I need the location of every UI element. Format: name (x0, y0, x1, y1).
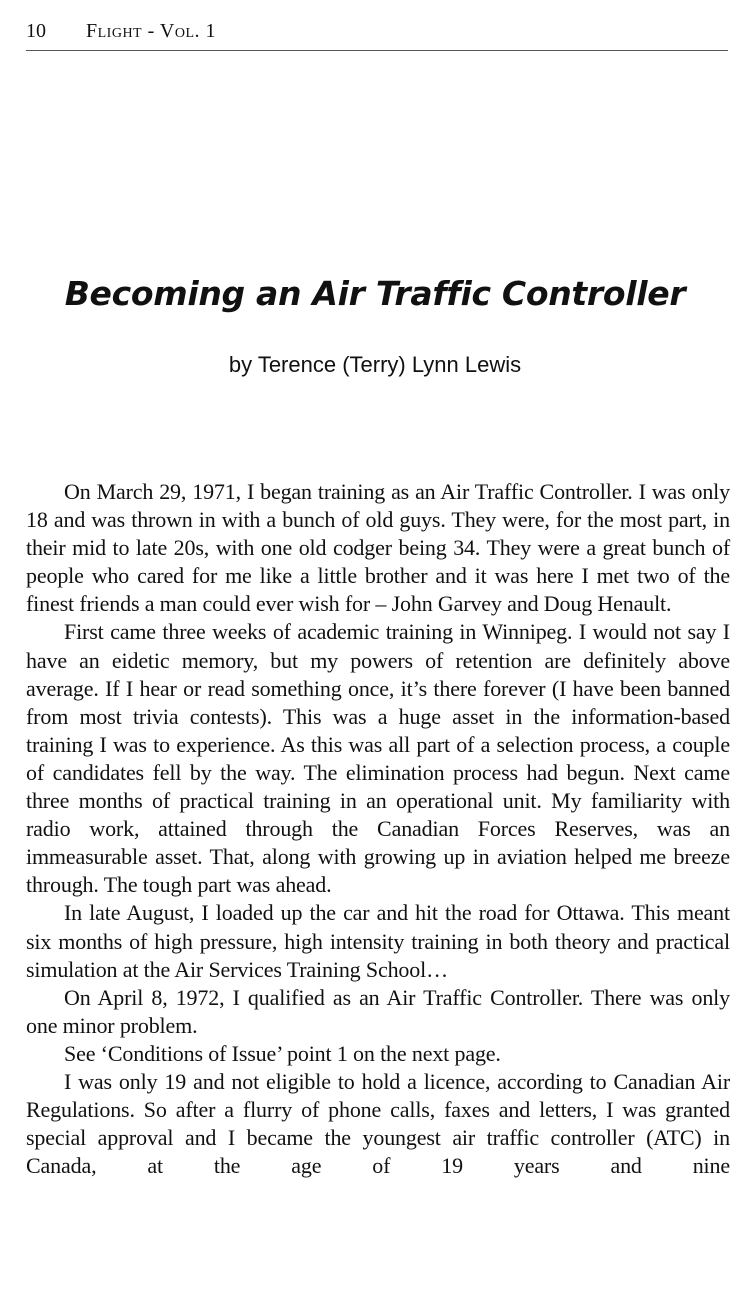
paragraph: I was only 19 and not eligible to hold a licence, according to Canadian Air Regulations. So after a flurry of phone calls, faxes and letters, I was granted special approval and I became the youngest air traffic controller (ATC) in Canada, at the age of 19 years and nine (26, 1068, 730, 1179)
paragraph: On April 8, 1972, I qualified as an Air Traffic Controller. There was only one minor problem. (26, 984, 730, 1038)
running-head (26, 20, 728, 51)
book-title: Flight - Vol. 1 (86, 20, 217, 42)
article-body (26, 478, 730, 1180)
article-title: Becoming an Air Traffic Controller (64, 274, 686, 313)
page-number: 10 (26, 20, 46, 42)
paragraph: See ‘Conditions of Issue’ point 1 on the next page. (64, 1040, 501, 1066)
paragraph: First came three weeks of academic training in Winnipeg. I would not say I have an eidetic memory, but my powers of retention are definitely above average. If I hear or read something once, it’s there forever (I have been banned from most trivia contests). This was a huge asset in the information-based training I was to experience. As this was all part of a selection process, a couple of candidates fell by the way. The elimination process had begun. Next came three months of practical training in an operational unit. My familiarity with radio work, attained through the Canadian Forces Reserves, was an immeasurable asset. That, along with growing up in aviation helped me breeze through. The tough part was ahead. (26, 619, 730, 898)
paragraph: On March 29, 1971, I began training as an Air Traffic Controller. I was only 18 and was thrown in with a bunch of old guys. They were, for the most part, in their mid to late 20s, with one old codger being 34. They were a great bunch of people who cared for me like a little brother and it was here I met two of the finest friends a man could ever wish for – John Garvey and Doug Henault. (26, 479, 730, 617)
byline: by Terence (Terry) Lynn Lewis (228, 352, 522, 377)
paragraph: In late August, I loaded up the car and hit the road for Ottawa. This meant six months of high pressure, high intensity training in both theory and practical simulation at the Air Services Training School… (26, 900, 730, 982)
